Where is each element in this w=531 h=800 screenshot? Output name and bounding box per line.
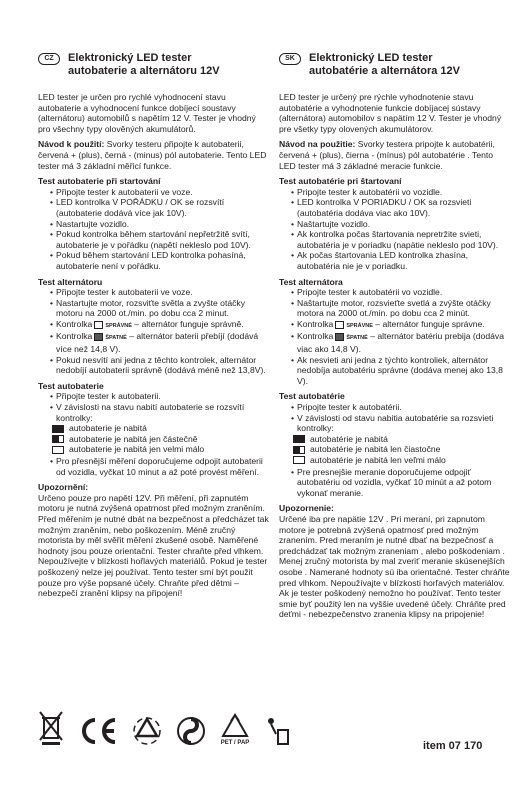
recycle-icon — [132, 716, 162, 746]
cz-usage — [38, 139, 270, 171]
sk-section-alternator-title: Test alternátora — [279, 276, 343, 287]
led-indicator-filled-icon — [94, 333, 103, 341]
list-item: • Pre presnejšie meranie doporučujeme odpojiť autobatériu od vozidla, vyčkať 10 minút a až potom vykonať meranie. — [291, 467, 511, 499]
list-item: • Ak počas štartovania LED kontrolka zhasína, autobatéria nie je v poriadku. — [291, 250, 511, 271]
sk-warning-title: Upozornenie: — [279, 503, 334, 514]
cz-language-badge: CZ — [38, 53, 60, 65]
battery-state-partial — [52, 434, 270, 445]
battery-full-icon — [293, 435, 305, 443]
sk-header — [279, 52, 511, 78]
sk-usage-text: Svorky testera pripojte k autobatérii, červená + (plus), čierna - (mínus) pól autobatérie . Tento LED tester má 3 základné meracie funkcie. — [279, 139, 495, 171]
green-dot-icon — [176, 716, 206, 746]
pet-recycle-mark — [220, 712, 250, 746]
battery-state-partial — [293, 444, 511, 455]
sk-usage — [279, 139, 511, 171]
list-item: • LED kontrolka V PORIADKU / OK sa rozsvieti (autobatéria dodáva viac ako 10V). — [291, 197, 511, 218]
cz-battery-states — [38, 423, 270, 455]
cz-section-battery-title: Test autobaterie — [38, 380, 104, 391]
list-item-text: Kontrolka — [56, 318, 93, 329]
led-indicator-icon — [335, 321, 344, 329]
cz-usage-text: Svorky testeru připojte k autobaterii, červená + (plus), černá - (minus) pól autobaterie. Tento LED tester má 3 základní měřicí funkce. — [38, 139, 267, 171]
list-item — [291, 319, 511, 332]
cz-header — [38, 52, 270, 78]
cz-section-battery-list — [38, 391, 270, 423]
led-tag: SPRÁVNE — [346, 322, 373, 329]
battery-empty-icon — [293, 456, 305, 464]
sk-section-battery-list-2 — [279, 467, 511, 499]
battery-state-label: autobaterie je nabitá jen velmi málo — [69, 444, 205, 455]
battery-state-full — [52, 423, 270, 434]
cz-section-battery-list-2 — [38, 456, 270, 477]
item-number: item 07 170 — [423, 740, 483, 752]
sk-section-start-test-list — [279, 187, 511, 272]
sk-title-line2: autobatérie a alternátora 12V — [309, 65, 461, 77]
list-item-text: – alternátor baterii přebíjí (dodává více než 14,8 V). — [56, 331, 259, 355]
list-item: • LED kontrolka V POŘÁDKU / OK se rozsvítí (autobaterie dodává více jak 10V). — [50, 197, 270, 218]
list-item: • Pripojte tester k autobatérii vo vozidle. — [291, 187, 511, 198]
sk-language-badge: SK — [279, 53, 301, 65]
list-item: • Pokud nesvítí ani jedna z těchto kontrolek, alternátor nedobíjí autobaterii správně (dodává méně než 13,8V). — [50, 355, 270, 376]
list-item-text: Kontrolka — [56, 331, 93, 342]
cz-title-line2: autobaterie a alternátoru 12V — [68, 65, 220, 77]
list-item: • Pokud během startování LED kontrolka pohasíná, autobaterie není v pořádku. — [50, 250, 270, 271]
list-item — [291, 331, 511, 354]
cz-warning-title: Upozornění: — [38, 482, 89, 493]
list-item-text: – alternátor funguje správně. — [134, 318, 244, 329]
list-item: • Pripojte tester k autobatérii. — [291, 402, 511, 413]
footer-icons — [38, 710, 290, 746]
battery-state-low — [293, 455, 511, 466]
cz-column — [38, 52, 270, 604]
battery-half-icon — [52, 435, 64, 443]
ce-mark-icon — [78, 716, 118, 746]
list-item: • Připojte tester k autobaterii. — [50, 391, 270, 402]
pet-label: PET / PAP — [220, 740, 250, 746]
weee-bin-icon — [38, 710, 64, 746]
list-item — [50, 319, 270, 332]
sk-usage-label: Návod na použitie: — [279, 139, 356, 150]
cz-section-alternator-list — [38, 287, 270, 376]
list-item: • Naštartujte vozidlo. — [291, 219, 511, 230]
sk-section-alternator-list — [279, 287, 511, 386]
battery-state-label: autobatérie je nabitá len veľmi málo — [310, 455, 446, 465]
cz-warning-text: Určeno pouze pro napětí 12V. Při měření, při zapnutém motoru je nutná zvýšená opatrnost před možným zraněním. Před měřením je nutné dbát na bezpečnost a předcházet tak možným zraněním, nebo poškozením. Méně zručný motorista by měl svěřit měření zkušené osobě. Naměřené hodnoty jsou pouze orientační. Tester chraňte před vlhkem. Nepoužívejte v blízkosti hořlavých materiálů. Pokud je tester poškozený nelze jej používat. Tento tester smí být použit pouze pro výše popsané účely. Chraňte před dětmi – nebezpečí zranění klipsy na připojení! — [38, 492, 269, 599]
list-item: • Ak nesvieti ani jedna z týchto kontroliek, alternátor nedobíja autobatériu správne (dodáva menej ako 13,8 V). — [291, 355, 511, 387]
sk-warning-text: Určené iba pre napätie 12V . Pri meraní, pri zapnutom motore je potrebná zvýšená opatrnosť pred možným zranením. Pred meraním je nutné dbať na bezpečnosť a predchádzať tak možným zraneniam , alebo poškodeniam . Menej zručný motorista by mal zveriť meranie skúsenejších osobe . Namerané hodnoty sú iba orientačné. Tester chráňte pred vlhkom. Nepoužívajte v blízkosti horľavých materiálov. Ak je tester poškodený nemožno ho používať. Tento tester smie byť použitý len na vyššie uvedené účely. Chráňte pred deťmi - nebezpečenstvo zranenia klipsy na pripojenie! — [279, 513, 510, 620]
sk-intro: LED tester je určený pre rýchle vyhodnotenie stavu autobatérie a vyhodnotenie funkcie dobíjacej sústavy (alternátora) automobilov s napätím 12 V. Tester je vhodný pre všetky typy olovených akumulátorov. — [279, 92, 502, 134]
list-item-text: Kontrolka — [297, 318, 334, 329]
list-item: • Ak kontrolka počas štartovania nepretržite svieti, autobatéria je v poriadku (napätie nekleslo pod 10V). — [291, 229, 511, 250]
list-item: • Nastartujte vozidlo. — [50, 219, 270, 230]
cz-section-alternator-title: Test alternátoru — [38, 276, 103, 287]
led-tag: ŠPATNÉ — [346, 335, 368, 342]
list-item: • V závislosti od stavu nabitia autobatérie sa rozsvieti kontrolky: — [291, 413, 511, 434]
battery-state-label: autobaterie je nabitá — [69, 423, 147, 434]
cz-usage-label: Návod k použití: — [38, 139, 105, 150]
battery-state-full — [293, 434, 511, 445]
list-item: • V závislosti na stavu nabití autobaterie se rozsvítí kontrolky: — [50, 402, 270, 423]
pet-recycle-icon — [220, 712, 250, 740]
battery-state-label: autobaterie je nabitá jen částečně — [69, 433, 198, 444]
battery-state-low — [52, 444, 270, 455]
cz-intro: LED tester je určen pro rychlé vyhodnocení stavu autobaterie a vyhodnocení funkce dobíjecí soustavy (alternátoru) automobilů s napětím 12 V. Tester je vhodný pro všechny typy olověných akumulátorů. — [38, 92, 256, 134]
sk-section-battery-title: Test autobatérie — [279, 391, 345, 402]
list-item: • Pripojte tester k autobatérii vo vozidle. — [291, 287, 511, 298]
battery-half-icon — [293, 446, 305, 454]
list-item — [50, 331, 270, 354]
battery-state-label: autobatérie je nabitá len čiastočne — [310, 444, 441, 455]
led-tag: SPRÁVNÉ — [105, 322, 132, 329]
list-item: • Pokud kontrolka během startování nepřetržitě svítí, autobaterie je v pořádku (napětí nekleslo pod 10V). — [50, 229, 270, 250]
battery-state-label: autobatérie je nabitá — [310, 433, 388, 444]
sk-title-line1: Elektronický LED tester — [309, 52, 433, 64]
list-item: • Připojte tester k autobaterii ve voze. — [50, 187, 270, 198]
cz-section-start-test-list — [38, 187, 270, 272]
cz-title-line1: Elektronický LED tester — [68, 52, 192, 64]
list-item: • Naštartujte motor, rozsvieťte svetlá a zvýšte otáčky motora na 2000 ot./min. po dobu cca 2 minút. — [291, 298, 511, 319]
sk-battery-states — [279, 434, 511, 466]
battery-full-icon — [52, 425, 64, 433]
led-tag: ŠPATNÉ — [105, 335, 127, 342]
sk-section-battery-list — [279, 402, 511, 434]
sk-section-start-test-title: Test autobatérie pri štartovaní — [279, 176, 402, 187]
list-item-text: – alternátor funguje správne. — [375, 318, 485, 329]
list-item: • Pro přesnější měření doporučujeme odpojit autobaterii od vozidla, vyčkat 10 minut a až poté provést měření. — [50, 456, 270, 477]
battery-empty-icon — [52, 446, 64, 454]
led-indicator-filled-icon — [335, 333, 344, 341]
tidyman-icon — [264, 716, 290, 746]
list-item-text: – alternátor batériu prebija (dodáva viac ako 14,8 V). — [297, 331, 504, 355]
list-item: • Nastartujte motor, rozsviťte světla a zvyšte otáčky motoru na 2000 ot./min. po dobu cca 2 minut. — [50, 298, 270, 319]
list-item: • Připojte tester k autobaterii ve voze. — [50, 287, 270, 298]
list-item-text: Kontrolka — [297, 331, 334, 342]
cz-section-start-test-title: Test autobaterie při startování — [38, 176, 161, 187]
sk-column — [279, 52, 511, 625]
led-indicator-icon — [94, 321, 103, 329]
